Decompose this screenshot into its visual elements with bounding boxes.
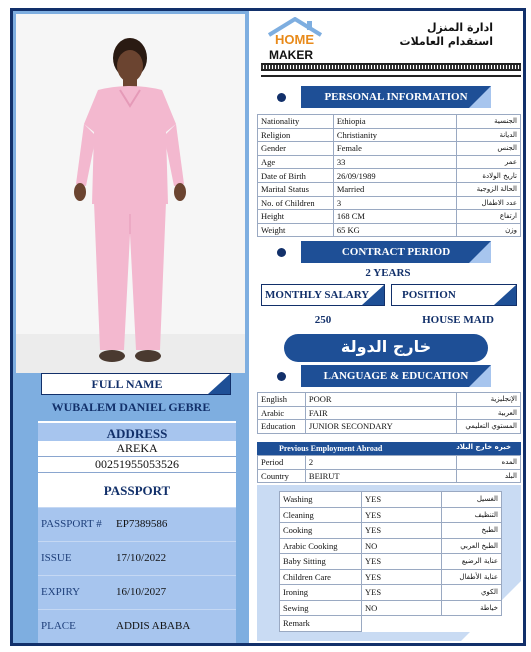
row-label: Period <box>258 456 306 470</box>
right-column <box>253 11 523 643</box>
skill-label: Children Care <box>280 569 362 585</box>
arabic-header <box>400 21 493 49</box>
skill-value: YES <box>362 523 442 539</box>
row-value: 3 <box>333 196 456 210</box>
corner-accent <box>469 365 491 387</box>
table-row <box>280 554 502 570</box>
monthly-salary-label: MONTHLY SALARY <box>265 289 370 301</box>
skill-label-ar: الطبخ العربي <box>442 538 502 554</box>
position-value: HOUSE MAID <box>422 314 494 326</box>
skill-label-ar: عناية الرضيع <box>442 554 502 570</box>
contract-period-title: CONTRACT PERIOD <box>341 246 451 258</box>
row-label: Gender <box>258 142 334 156</box>
row-label: Arabic <box>258 406 306 420</box>
header-rule <box>261 63 521 71</box>
table-row <box>258 223 521 237</box>
table-row <box>258 469 521 483</box>
position-label-box <box>391 284 517 306</box>
passport-row-value: 17/10/2022 <box>116 552 167 564</box>
skill-label: Baby Sitting <box>280 554 362 570</box>
skill-label: Cooking <box>280 523 362 539</box>
skill-label: Ironing <box>280 585 362 601</box>
row-label-ar: ارتفاع <box>457 210 521 224</box>
skills-table <box>279 491 502 632</box>
skill-label: Washing <box>280 492 362 508</box>
passport-row-key: ISSUE <box>41 552 72 564</box>
abroad-banner: خارج الدولة <box>284 334 488 362</box>
home-maker-logo <box>261 17 351 61</box>
table-row <box>258 393 521 407</box>
table-row <box>280 585 502 601</box>
header-rule-thin <box>261 75 521 77</box>
left-column <box>13 11 249 643</box>
row-label-ar: تاريخ الولادة <box>457 169 521 183</box>
position-label: POSITION <box>402 289 456 301</box>
previous-employment-table <box>257 455 521 483</box>
table-row <box>280 616 502 632</box>
arabic-header-line1: ادارة المنزل <box>427 21 493 34</box>
previous-employment-header <box>257 442 521 455</box>
row-value: 33 <box>333 155 456 169</box>
passport-row <box>38 507 236 541</box>
row-label: No. of Children <box>258 196 334 210</box>
contract-period-value: 2 YEARS <box>365 267 411 279</box>
skill-value: NO <box>362 538 442 554</box>
skill-label: Arabic Cooking <box>280 538 362 554</box>
table-row <box>280 600 502 616</box>
row-label-ar: الجنس <box>457 142 521 156</box>
monthly-salary-value: 250 <box>314 314 332 326</box>
table-row <box>258 115 521 129</box>
corner-accent <box>469 86 491 108</box>
row-value: 26/09/1989 <box>333 169 456 183</box>
row-value: 168 CM <box>333 210 456 224</box>
skill-label-ar: عناية الأطفال <box>442 569 502 585</box>
row-label-ar: المستوي التعليمي <box>457 420 521 434</box>
passport-row-value: 16/10/2027 <box>116 586 167 598</box>
table-row <box>258 169 521 183</box>
row-label: Religion <box>258 128 334 142</box>
remark-empty <box>442 616 502 632</box>
language-education-title: LANGUAGE & EDUCATION <box>323 370 469 382</box>
row-label: Weight <box>258 223 334 237</box>
table-row <box>258 406 521 420</box>
bullet-dot <box>277 372 286 381</box>
personal-info-header <box>301 86 491 108</box>
row-value: JUNIOR SECONDARY <box>305 420 456 434</box>
logo-home-text: HOME <box>275 32 314 47</box>
personal-info-title: PERSONAL INFORMATION <box>324 91 468 103</box>
row-label: Height <box>258 210 334 224</box>
row-value: FAIR <box>305 406 456 420</box>
candidate-photo <box>16 14 245 373</box>
passport-row-key: PASSPORT # <box>41 518 102 530</box>
skill-label-ar: الغسيل <box>442 492 502 508</box>
table-row <box>280 538 502 554</box>
skill-value: YES <box>362 507 442 523</box>
table-row <box>258 142 521 156</box>
row-label-ar: الديانة <box>457 128 521 142</box>
monthly-salary-label-box <box>261 284 385 306</box>
skill-label: Sewing <box>280 600 362 616</box>
full-name-label-box <box>41 373 231 395</box>
row-value: Female <box>333 142 456 156</box>
cv-frame <box>10 8 526 646</box>
skill-value: YES <box>362 554 442 570</box>
skill-value: YES <box>362 569 442 585</box>
previous-employment-title-ar: خبره خارج البلاد <box>456 443 511 451</box>
table-row <box>258 128 521 142</box>
address-value: AREKA <box>38 441 236 457</box>
table-row <box>258 210 521 224</box>
row-value: Christianity <box>333 128 456 142</box>
passport-row <box>38 575 236 609</box>
row-label-ar: الجنسية <box>457 115 521 129</box>
row-label: Age <box>258 155 334 169</box>
skill-value: NO <box>362 600 442 616</box>
row-label-ar: الحالة الزوجية <box>457 182 521 196</box>
table-row <box>280 523 502 539</box>
logo-maker-text: MAKER <box>269 48 313 61</box>
row-label-ar: البلد <box>457 469 521 483</box>
skill-label-ar: خياطة <box>442 600 502 616</box>
row-label: English <box>258 393 306 407</box>
bullet-dot <box>277 248 286 257</box>
table-row <box>258 196 521 210</box>
row-label-ar: المده <box>457 456 521 470</box>
table-row <box>258 182 521 196</box>
remark-label: Remark <box>280 616 362 632</box>
corner-accent <box>469 241 491 263</box>
skill-label-ar: الكوي <box>442 585 502 601</box>
bullet-dot <box>277 93 286 102</box>
passport-row-key: EXPIRY <box>41 586 81 598</box>
row-value: 65 KG <box>333 223 456 237</box>
row-label-ar: العربية <box>457 406 521 420</box>
table-row <box>280 569 502 585</box>
row-value: Married <box>333 182 456 196</box>
row-label: Education <box>258 420 306 434</box>
row-label: Marital Status <box>258 182 334 196</box>
table-row <box>280 507 502 523</box>
phone-value: 00251955053526 <box>38 457 236 473</box>
row-label: Nationality <box>258 115 334 129</box>
skill-label: Cleaning <box>280 507 362 523</box>
skill-label-ar: الطبخ <box>442 523 502 539</box>
row-label: Country <box>258 469 306 483</box>
row-label-ar: وزن <box>457 223 521 237</box>
contract-period-header <box>301 241 491 263</box>
skill-label-ar: التنظيف <box>442 507 502 523</box>
passport-row-value: ADDIS ABABA <box>116 620 191 632</box>
table-row <box>280 492 502 508</box>
address-label: ADDRESS <box>38 421 236 441</box>
table-row <box>258 155 521 169</box>
address-passport-panel <box>38 421 236 643</box>
passport-row-value: EP7389586 <box>116 518 168 530</box>
skill-value: YES <box>362 492 442 508</box>
row-value: BEIRUT <box>305 469 456 483</box>
row-label-ar: الإنجليزية <box>457 393 521 407</box>
table-row <box>258 420 521 434</box>
passport-label: PASSPORT <box>38 473 236 507</box>
passport-row <box>38 609 236 643</box>
arabic-header-line2: استقدام العاملات <box>399 35 493 48</box>
skills-panel <box>257 485 521 641</box>
full-name-label: FULL NAME <box>91 377 163 391</box>
row-value: Ethiopia <box>333 115 456 129</box>
row-label: Date of Birth <box>258 169 334 183</box>
language-education-table <box>257 392 521 434</box>
corner-accent <box>494 285 516 305</box>
row-value: POOR <box>305 393 456 407</box>
language-education-header <box>301 365 491 387</box>
row-label-ar: عمر <box>457 155 521 169</box>
passport-row <box>38 541 236 575</box>
full-name-value: WUBALEM DANIEL GEBRE <box>51 400 211 414</box>
row-label-ar: عدد الاطفال <box>457 196 521 210</box>
table-row <box>258 456 521 470</box>
row-value: 2 <box>305 456 456 470</box>
passport-row-key: PLACE <box>41 620 76 632</box>
personal-info-table <box>257 114 521 237</box>
previous-employment-title: Previous Employment Abroad <box>279 444 383 453</box>
skill-value: YES <box>362 585 442 601</box>
remark-empty <box>362 616 442 632</box>
